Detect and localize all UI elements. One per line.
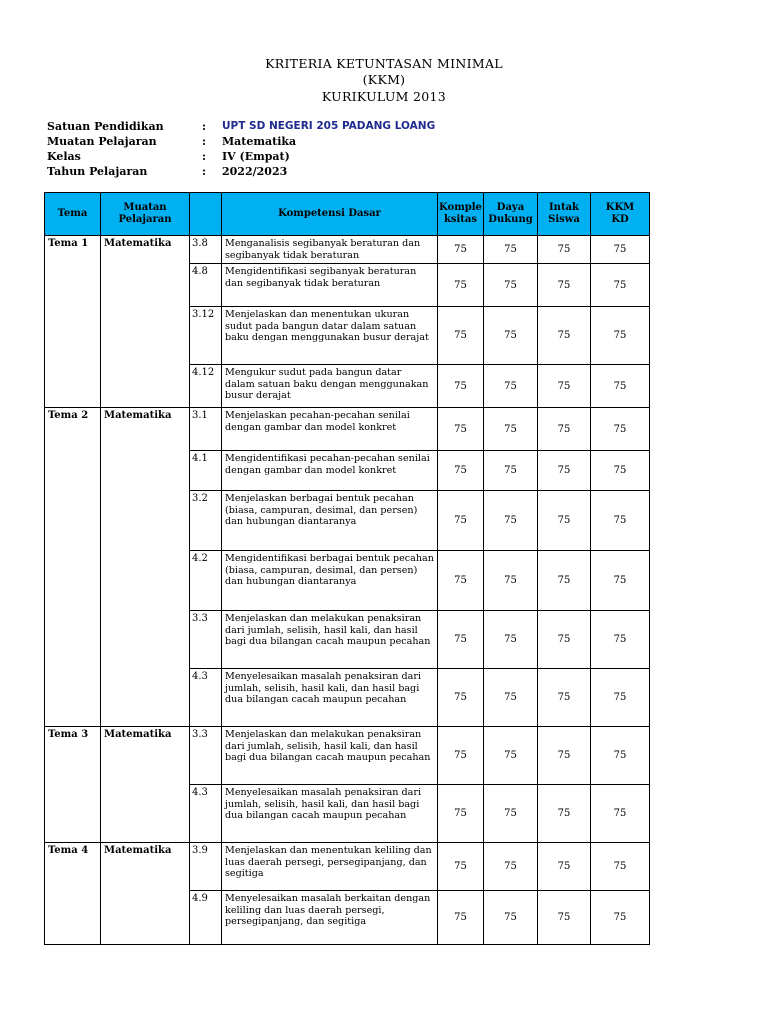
header-daya-dukung: Daya Dukung: [484, 193, 538, 236]
cell-intak-siswa: 75: [538, 843, 591, 891]
cell-daya-dukung: 75: [484, 491, 538, 551]
cell-muatan: [101, 264, 190, 307]
table-row: [45, 451, 650, 491]
cell-muatan: [101, 451, 190, 491]
cell-intak-siswa: 75: [538, 611, 591, 669]
doc-title-line2: (KKM): [362, 72, 406, 87]
cell-muatan: [101, 611, 190, 669]
header-kkm-kd: KKM KD: [591, 193, 650, 236]
cell-muatan: [101, 551, 190, 611]
info-label: Kelas: [47, 150, 81, 163]
info-value: 2022/2023: [222, 165, 288, 178]
cell-kompleksitas: 75: [438, 891, 484, 945]
cell-kompetensi-dasar: Menjelaskan dan menentukan keliling dan luas daerah persegi, persegipanjang, dan segitiga: [222, 843, 438, 891]
cell-tema: [45, 451, 101, 491]
kkm-table: [44, 192, 650, 945]
cell-kkm-kd: 75: [591, 264, 650, 307]
cell-kompleksitas: 75: [438, 551, 484, 611]
cell-kode: 3.9: [190, 843, 222, 891]
cell-tema: [45, 307, 101, 365]
cell-daya-dukung: 75: [484, 236, 538, 264]
cell-kkm-kd: 75: [591, 611, 650, 669]
table-row: [45, 785, 650, 843]
cell-kkm-kd: 75: [591, 669, 650, 727]
cell-kompetensi-dasar: Mengidentifikasi segibanyak beraturan dan segibanyak tidak beraturan: [222, 264, 438, 307]
cell-kompleksitas: 75: [438, 785, 484, 843]
cell-muatan: Matematika: [101, 236, 190, 264]
cell-daya-dukung: 75: [484, 264, 538, 307]
cell-kompleksitas: 75: [438, 408, 484, 451]
cell-kkm-kd: 75: [591, 236, 650, 264]
info-colon: :: [202, 150, 207, 163]
table-row: [45, 727, 650, 785]
table-row: [45, 551, 650, 611]
cell-intak-siswa: 75: [538, 727, 591, 785]
table-row: [45, 365, 650, 408]
table-row: [45, 236, 650, 264]
table-row: [45, 669, 650, 727]
cell-kompetensi-dasar: Menganalisis segibanyak beraturan dan segibanyak tidak beraturan: [222, 236, 438, 264]
cell-tema: Tema 2: [45, 408, 101, 451]
cell-intak-siswa: 75: [538, 551, 591, 611]
cell-kompleksitas: 75: [438, 611, 484, 669]
cell-daya-dukung: 75: [484, 408, 538, 451]
cell-kode: 3.3: [190, 611, 222, 669]
cell-tema: [45, 551, 101, 611]
cell-kkm-kd: 75: [591, 307, 650, 365]
cell-tema: [45, 611, 101, 669]
cell-kode: 4.3: [190, 785, 222, 843]
header-kode: [190, 193, 222, 236]
cell-daya-dukung: 75: [484, 669, 538, 727]
cell-tema: Tema 1: [45, 236, 101, 264]
cell-kompleksitas: 75: [438, 669, 484, 727]
cell-muatan: [101, 669, 190, 727]
cell-kkm-kd: 75: [591, 408, 650, 451]
cell-tema: [45, 785, 101, 843]
cell-tema: [45, 365, 101, 408]
doc-title-line1: KRITERIA KETUNTASAN MINIMAL: [265, 56, 503, 71]
info-value: UPT SD NEGERI 205 PADANG LOANG: [222, 120, 436, 132]
cell-tema: [45, 669, 101, 727]
table-row: [45, 307, 650, 365]
header-kd: Kompetensi Dasar: [222, 193, 438, 236]
table-row: [45, 843, 650, 891]
cell-kkm-kd: 75: [591, 891, 650, 945]
cell-kompleksitas: 75: [438, 307, 484, 365]
cell-intak-siswa: 75: [538, 408, 591, 451]
cell-kompleksitas: 75: [438, 365, 484, 408]
info-value: IV (Empat): [222, 150, 290, 163]
cell-kode: 3.12: [190, 307, 222, 365]
cell-kode: 4.12: [190, 365, 222, 408]
cell-kompleksitas: 75: [438, 264, 484, 307]
cell-kode: 4.8: [190, 264, 222, 307]
cell-daya-dukung: 75: [484, 551, 538, 611]
table-row: [45, 264, 650, 307]
cell-tema: [45, 264, 101, 307]
cell-kompetensi-dasar: Menjelaskan pecahan-pecahan senilai dengan gambar dan model konkret: [222, 408, 438, 451]
cell-daya-dukung: 75: [484, 451, 538, 491]
cell-muatan: Matematika: [101, 727, 190, 785]
cell-intak-siswa: 75: [538, 491, 591, 551]
table-row: [45, 891, 650, 945]
cell-tema: [45, 891, 101, 945]
cell-kompleksitas: 75: [438, 843, 484, 891]
cell-kompetensi-dasar: Menjelaskan berbagai bentuk pecahan (biasa, campuran, desimal, dan persen) dan hubungan diantaranya: [222, 491, 438, 551]
cell-daya-dukung: 75: [484, 365, 538, 408]
cell-tema: [45, 491, 101, 551]
header-muatan: Muatan Pelajaran: [101, 193, 190, 236]
info-value: Matematika: [222, 135, 297, 148]
cell-kkm-kd: 75: [591, 451, 650, 491]
cell-muatan: [101, 891, 190, 945]
cell-kompleksitas: 75: [438, 236, 484, 264]
info-colon: :: [202, 120, 207, 133]
cell-kode: 3.2: [190, 491, 222, 551]
cell-kompetensi-dasar: Menyelesaikan masalah penaksiran dari jumlah, selisih, hasil kali, dan hasil bagi dua bilangan cacah maupun pecahan: [222, 785, 438, 843]
cell-daya-dukung: 75: [484, 611, 538, 669]
cell-tema: Tema 3: [45, 727, 101, 785]
table-header-row: [45, 193, 650, 236]
info-label: Muatan Pelajaran: [47, 135, 157, 148]
cell-tema: Tema 4: [45, 843, 101, 891]
cell-kkm-kd: 75: [591, 843, 650, 891]
cell-intak-siswa: 75: [538, 307, 591, 365]
doc-title-line3: KURIKULUM 2013: [321, 89, 447, 104]
cell-muatan: [101, 307, 190, 365]
cell-kode: 4.3: [190, 669, 222, 727]
cell-kode: 4.1: [190, 451, 222, 491]
cell-muatan: [101, 491, 190, 551]
cell-kompetensi-dasar: Menjelaskan dan melakukan penaksiran dari jumlah, selisih, hasil kali, dan hasil bagi dua bilangan cacah maupun pecahan: [222, 611, 438, 669]
cell-daya-dukung: 75: [484, 307, 538, 365]
info-colon: :: [202, 135, 207, 148]
cell-daya-dukung: 75: [484, 843, 538, 891]
cell-kompetensi-dasar: Mengidentifikasi berbagai bentuk pecahan (biasa, campuran, desimal, dan persen) dan hubungan diantaranya: [222, 551, 438, 611]
cell-kkm-kd: 75: [591, 491, 650, 551]
cell-kompleksitas: 75: [438, 451, 484, 491]
info-label: Tahun Pelajaran: [47, 165, 148, 178]
table-row: [45, 611, 650, 669]
table-row: [45, 408, 650, 451]
cell-kkm-kd: 75: [591, 365, 650, 408]
cell-kkm-kd: 75: [591, 727, 650, 785]
cell-muatan: Matematika: [101, 408, 190, 451]
cell-kompetensi-dasar: Menyelesaikan masalah penaksiran dari jumlah, selisih, hasil kali, dan hasil bagi dua bilangan cacah maupun pecahan: [222, 669, 438, 727]
cell-kode: 4.2: [190, 551, 222, 611]
cell-intak-siswa: 75: [538, 264, 591, 307]
cell-kkm-kd: 75: [591, 785, 650, 843]
cell-daya-dukung: 75: [484, 891, 538, 945]
header-kompleksitas: Komple ksitas: [438, 193, 484, 236]
cell-daya-dukung: 75: [484, 727, 538, 785]
cell-kompleksitas: 75: [438, 491, 484, 551]
cell-intak-siswa: 75: [538, 451, 591, 491]
cell-kompleksitas: 75: [438, 727, 484, 785]
cell-kkm-kd: 75: [591, 551, 650, 611]
cell-daya-dukung: 75: [484, 785, 538, 843]
cell-kompetensi-dasar: Menyelesaikan masalah berkaitan dengan keliling dan luas daerah persegi, persegipanjang, dan segitiga: [222, 891, 438, 945]
cell-intak-siswa: 75: [538, 785, 591, 843]
info-label: Satuan Pendidikan: [47, 120, 164, 133]
header-tema: Tema: [45, 193, 101, 236]
cell-kode: 4.9: [190, 891, 222, 945]
cell-intak-siswa: 75: [538, 365, 591, 408]
info-colon: :: [202, 165, 207, 178]
cell-kode: 3.8: [190, 236, 222, 264]
table-row: [45, 491, 650, 551]
cell-muatan: [101, 785, 190, 843]
cell-kompetensi-dasar: Mengukur sudut pada bangun datar dalam satuan baku dengan menggunakan busur derajat: [222, 365, 438, 408]
cell-muatan: [101, 365, 190, 408]
cell-kompetensi-dasar: Menjelaskan dan menentukan ukuran sudut pada bangun datar dalam satuan baku dengan menggunakan busur derajat: [222, 307, 438, 365]
cell-kompetensi-dasar: Mengidentifikasi pecahan-pecahan senilai dengan gambar dan model konkret: [222, 451, 438, 491]
cell-kompetensi-dasar: Menjelaskan dan melakukan penaksiran dari jumlah, selisih, hasil kali, dan hasil bagi dua bilangan cacah maupun pecahan: [222, 727, 438, 785]
cell-intak-siswa: 75: [538, 236, 591, 264]
cell-intak-siswa: 75: [538, 891, 591, 945]
cell-muatan: Matematika: [101, 843, 190, 891]
cell-intak-siswa: 75: [538, 669, 591, 727]
header-intak-siswa: Intak Siswa: [538, 193, 591, 236]
cell-kode: 3.1: [190, 408, 222, 451]
cell-kode: 3.3: [190, 727, 222, 785]
